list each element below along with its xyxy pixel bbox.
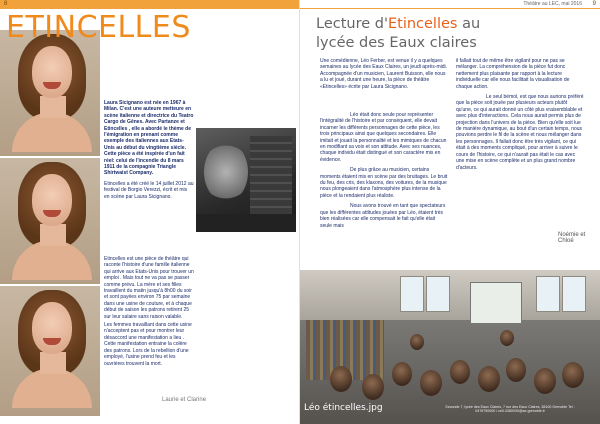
title-part: au lycée des Eaux claires bbox=[316, 16, 481, 51]
signature-right: Noémie et Chloé bbox=[558, 232, 586, 244]
header-rule bbox=[300, 8, 600, 9]
portrait-photo bbox=[0, 30, 100, 156]
article-paragraph: il fallait tout de même être vigilant pour ne pas se mélanger. La compréhension de la pièce fut donc nettement plus plaisante par rapport à la lecture individuelle car elle nous facilitait la visualisation de chaque action. bbox=[456, 58, 570, 90]
classroom-photo bbox=[300, 270, 600, 424]
fire-historic-photo bbox=[196, 128, 296, 232]
synopsis-paragraph: Etincelles est une pièce de théâtre qui raconte l'histoire d'une famille italienne qui arrive aux Etats-Unis pour trouver un emploi . Mais tout ne va pas se passer comme prévu. La mère et ses filles travaillent du matin jusqu'à 8h00 du soir et sont payées environ 75 par semaine dans une usine de couture, et à chaque début de saison les patrons retirent 25 sur leur salaire sans raison valable. bbox=[104, 256, 194, 320]
title-part: Lecture d' bbox=[316, 16, 388, 32]
article-paragraph: Le seul bémol, est que nous aurions préféré que la pièce soit jouée par plusieurs acteurs plutôt qu'une, ce qui aurait donné un côté plus vraisemblable et avec plus d'interactions. Cela nous aurait permis plus de projection dans l'univers de la pièce. Bien qu'elle soit lue de manière dynamique, au bout d'un certain temps, nous pouvions perdre le fil de la scène et nous mélanger dans les personnages. Il fallait donc être très vigilant, ce qui était à des moments compliqué, pour arriver à suivre le cours de l'histoire, ce qui n'aurait pas était le cas avec une mise en scène complète et un plus grand nombre d'acteurs. bbox=[456, 94, 584, 171]
portrait-photo bbox=[0, 286, 100, 416]
author-intro bbox=[104, 100, 194, 204]
article-title bbox=[316, 15, 496, 53]
intro-paragraph: Laura Sicignano est née en 1967 à Milan. C'est une auteure metteure en scène italienne et directrice du Teatro Cargo de Gênes. Avec Partanze et Etincelles , elle a abordé le thème de l'émigration en prenant comme exemple des italiennes aux Etats-Unis au début du vingtième siècle. Cette pièce a été inspirée d'un fait réel: celui de l'incendie du 8 mars 1911 de la compagnie Triangle Shirtwaist Company. bbox=[104, 100, 194, 177]
header-label: Théâtre au LEC, mai 2016 bbox=[523, 1, 582, 7]
page-number-left: 8 bbox=[4, 1, 8, 7]
header-bar bbox=[0, 0, 300, 9]
signature-left: Laurie et Clarine bbox=[162, 397, 207, 403]
article-column-2 bbox=[456, 58, 584, 175]
article-paragraph: De plus grâce au musicien, certains moments étaient mis en scène par des bruitages. Le bruit du feu, des cris, des klaxons, des voitures, de la musique nous plongeaient dans l'atmosphère plus intense de la pièce et la rendaient plus réaliste. bbox=[320, 167, 448, 199]
synopsis-text bbox=[104, 256, 196, 369]
title-accent: Etincelles bbox=[387, 16, 458, 32]
photo-caption: Léo étincelles.jpg bbox=[304, 403, 383, 413]
synopsis-paragraph: Les femmes travaillant dans cette usine n'acceptent pas et pour montrer leur désaccord une manifestation a lieu . Cette manifestation entraine la colère des patrons. Lors de la rebellion d'une employé, l'usine prend feu et les ouvrières trouvent la mort. bbox=[104, 322, 192, 367]
right-page bbox=[300, 0, 600, 424]
school-address: Seconde 7, lycée des Eaux Claires, 7 rue des Eaux Claires, 38100 Grenoble Tel : 0476750000 / ce0.0380030@ac-grenoble.fr bbox=[445, 405, 575, 414]
article-paragraph: Nous avons trouvé en tant que spectateurs que les différentes attitudes jouées par Léo, étaient très bien réalisées car elle compensait le fait qu'elle était seule mais bbox=[320, 203, 446, 229]
article-lead: Une comédienne, Léo Ferber, est venue il y a quelques semaines au lycée des Eaux Claires, un jeudi après-midi. Accompagnée d'un musicien, Laurent Buisson, elle nous a lu et joué, durant une heure, la pièce de théâtre «Etincelles» écrite par Laura Sicignano. bbox=[320, 58, 448, 90]
creation-note: Etincelles a été créé le 14 juillet 2012 au festival de Borgio Verezzi, écrit et mis en scène par Laura Sicignano. bbox=[104, 180, 194, 200]
article-column-1 bbox=[320, 112, 448, 233]
portrait-strip bbox=[0, 30, 100, 416]
portrait-photo bbox=[0, 158, 100, 284]
article-paragraph: Léo était donc seule pour représenter l'intégralité de l'histoire et par conséquent, elle devait incarner les différents personnages de cette pièce, les trois principaux ainsi que quelques secondaires. Elle imitait et jouait la personnalité et les mimiques de chacun en modifiant sa voix et son attitude. Avec ses nuances, chaque individu était distingué et son caractère mis en évidence. bbox=[320, 112, 447, 163]
page-title: ETINCELLES bbox=[6, 10, 191, 45]
page-number-right: 9 bbox=[592, 1, 596, 7]
